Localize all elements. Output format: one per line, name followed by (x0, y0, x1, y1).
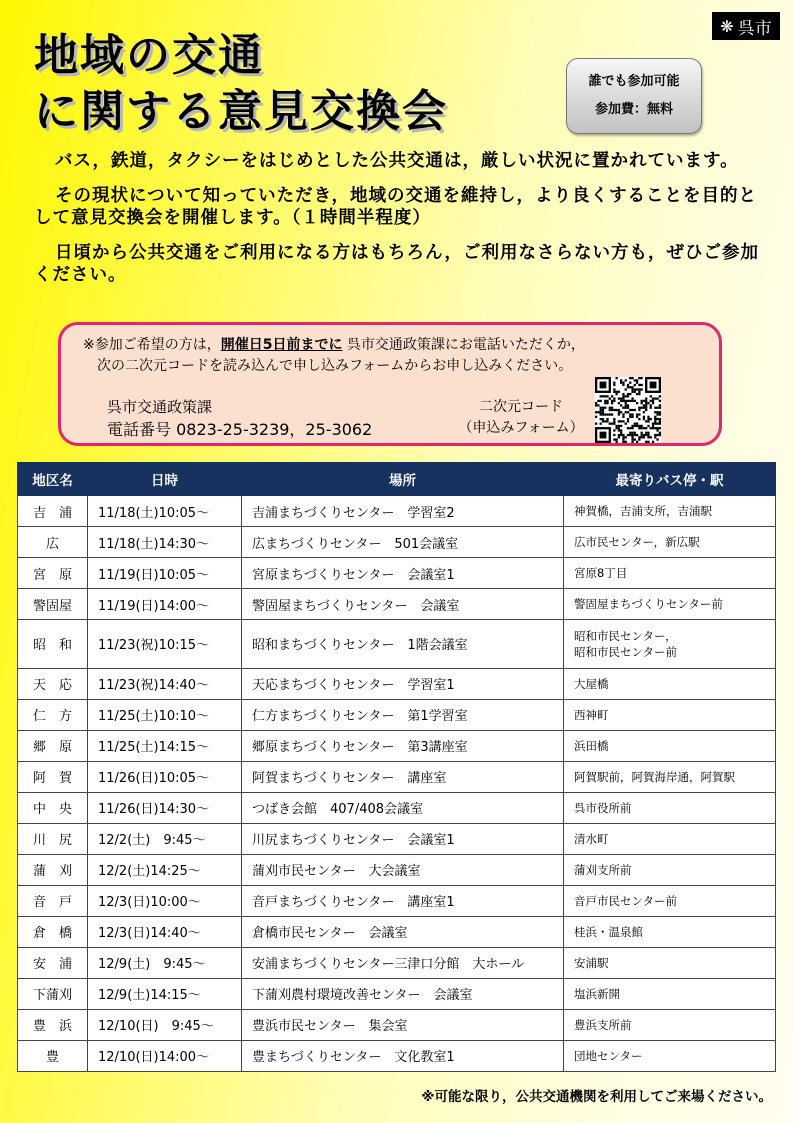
datetime-cell (88, 792, 242, 823)
datetime-cell-text: 12/3(日)10:00～ (98, 895, 201, 911)
datetime-cell (88, 730, 242, 761)
table-header-row (18, 463, 776, 496)
table-row (18, 496, 776, 527)
datetime-cell (88, 947, 242, 978)
place-cell-text: 広まちづくりセンター 501会議室 (252, 536, 459, 552)
area-cell (18, 916, 88, 947)
city-name: 呉市 (737, 18, 772, 39)
table-row (18, 947, 776, 978)
place-cell-text: 郷原まちづくりセンター 第3講座室 (252, 740, 468, 756)
datetime-cell (88, 1009, 242, 1040)
place-cell (242, 527, 564, 558)
place-cell-text: 警固屋まちづくりセンター 会議室 (252, 598, 460, 614)
place-cell (242, 496, 564, 527)
area-cell-text: 吉 浦 (32, 505, 72, 521)
nearest-stop-cell-text: 宮原8丁目 (574, 566, 628, 580)
table-row (18, 1040, 776, 1071)
table-row (18, 589, 776, 620)
column-header-area: 地区名 (18, 463, 88, 496)
notice-line-1 (83, 334, 585, 354)
area-cell-text: 阿 賀 (32, 771, 72, 787)
datetime-cell (88, 916, 242, 947)
place-cell-text: 仁方まちづくりセンター 第1学習室 (252, 709, 468, 725)
nearest-stop-cell (564, 978, 776, 1009)
place-cell (242, 1009, 564, 1040)
column-header-datetime: 日時 (88, 463, 242, 496)
table-row (18, 823, 776, 854)
nearest-stop-cell (564, 496, 776, 527)
column-header-nearest-stop: 最寄りバス停・駅 (564, 463, 776, 496)
nearest-stop-cell-text: 音戸市民センター前 (574, 893, 678, 908)
nearest-stop-cell (564, 527, 776, 558)
nearest-stop-cell-text: 昭和市民センター前 (574, 644, 678, 659)
nearest-stop-cell (564, 1040, 776, 1071)
place-cell (242, 730, 564, 761)
nearest-stop-cell (564, 558, 776, 589)
badge-open-to-all: 誰でも参加可能 (588, 74, 680, 89)
notice-line-2: 次の二次元コードを読み込んで申し込みフォームからお申し込みください。 (97, 358, 573, 374)
area-cell (18, 730, 88, 761)
table-row (18, 978, 776, 1009)
intro-text (34, 150, 764, 299)
nearest-stop-cell-text: 清水町 (574, 831, 609, 846)
table-row (18, 730, 776, 761)
datetime-cell-text: 12/9(土)14:15～ (98, 988, 201, 1004)
nearest-stop-cell-text: 西神町 (574, 707, 609, 722)
nearest-stop-cell (564, 885, 776, 916)
place-cell-text: つばき会館 407/408会議室 (252, 802, 424, 818)
area-cell-text: 天 応 (32, 678, 72, 694)
datetime-cell (88, 699, 242, 730)
qr-label (457, 397, 585, 439)
area-cell (18, 589, 88, 620)
notice-prefix: ※参加ご希望の方は， (83, 337, 221, 353)
datetime-cell (88, 761, 242, 792)
area-cell-text: 安 浦 (32, 957, 72, 973)
datetime-cell-text: 12/9(土) 9:45～ (98, 957, 206, 973)
contact-department: 呉市交通政策課 (107, 398, 213, 416)
datetime-cell-text: 12/2(土)14:25～ (98, 864, 201, 880)
area-cell (18, 699, 88, 730)
city-emblem-icon: ❋ (720, 16, 734, 36)
place-cell-text: 倉橋市民センター 会議室 (252, 926, 408, 942)
area-cell-text: 郷 原 (32, 740, 72, 756)
area-cell-text: 音 戸 (32, 895, 72, 911)
place-cell (242, 699, 564, 730)
qr-label-title: 二次元コード (479, 399, 563, 415)
area-cell (18, 854, 88, 885)
area-cell-text: 仁 方 (32, 709, 72, 725)
place-cell-text: 蒲刈市民センター 大会議室 (252, 864, 421, 880)
participation-badge (566, 58, 702, 134)
datetime-cell-text: 11/18(土)10:05～ (98, 505, 210, 521)
datetime-cell-text: 11/18(土)14:30～ (98, 536, 210, 552)
place-cell-text: 吉浦まちづくりセンター 学習室2 (252, 505, 455, 521)
place-cell (242, 589, 564, 620)
area-cell (18, 823, 88, 854)
page-title (34, 28, 448, 140)
datetime-cell (88, 668, 242, 699)
area-cell (18, 527, 88, 558)
intro-paragraph: 日頃から公共交通をご利用になる方はもちろん，ご利用なさらない方も，ぜひご参加ください。 (34, 243, 760, 285)
place-cell-text: 川尻まちづくりセンター 会議室1 (252, 833, 455, 849)
table-row (18, 761, 776, 792)
area-cell-text: 警固屋 (32, 598, 72, 614)
area-cell (18, 1009, 88, 1040)
datetime-cell (88, 589, 242, 620)
nearest-stop-cell-text: 呉市役所前 (574, 800, 632, 815)
place-cell-text: 下蒲刈農村環境改善センター 会議室 (252, 988, 473, 1004)
area-cell (18, 620, 88, 669)
place-cell-text: 宮原まちづくりセンター 会議室1 (252, 567, 455, 583)
nearest-stop-cell (564, 916, 776, 947)
nearest-stop-cell-text: 蒲刈支所前 (574, 862, 632, 877)
place-cell (242, 761, 564, 792)
area-cell (18, 668, 88, 699)
table-row (18, 854, 776, 885)
nearest-stop-cell (564, 620, 776, 669)
area-cell-text: 倉 橋 (32, 926, 72, 942)
schedule-table (17, 462, 776, 1072)
datetime-cell-text: 11/19(日)14:00～ (98, 598, 210, 614)
nearest-stop-cell-text: 浜田橋 (574, 738, 609, 753)
place-cell (242, 558, 564, 589)
area-cell (18, 1040, 88, 1071)
nearest-stop-cell-text: 安浦駅 (574, 955, 609, 970)
place-cell (242, 978, 564, 1009)
area-cell-text: 豊 浜 (32, 1019, 72, 1035)
place-cell (242, 823, 564, 854)
notice-suffix: 呉市交通政策課にお電話いただくか， (346, 337, 585, 353)
badge-fee: 参加費：無料 (594, 102, 673, 117)
nearest-stop-cell-text: 広市民センター，新広駅 (574, 535, 700, 549)
datetime-cell (88, 496, 242, 527)
datetime-cell (88, 1040, 242, 1071)
place-cell (242, 854, 564, 885)
area-cell-text: 宮 原 (32, 567, 72, 583)
nearest-stop-cell (564, 1009, 776, 1040)
datetime-cell (88, 854, 242, 885)
nearest-stop-cell-text: 豊浜支所前 (574, 1017, 632, 1032)
nearest-stop-cell (564, 589, 776, 620)
area-cell (18, 947, 88, 978)
place-cell (242, 668, 564, 699)
nearest-stop-cell (564, 823, 776, 854)
intro-paragraph: その現状について知っていただき，地域の交通を維持し，より良くすることを目的として意見交換会を開催します。（１時間半程度） (34, 186, 757, 228)
area-cell-text: 広 (45, 536, 59, 552)
area-cell-text: 下蒲刈 (32, 988, 72, 1004)
place-cell-text: 昭和まちづくりセンター 1階会議室 (252, 638, 468, 654)
nearest-stop-cell-text: 阿賀駅前，阿賀海岸通，阿賀駅 (574, 769, 735, 784)
place-cell (242, 1040, 564, 1071)
place-cell (242, 947, 564, 978)
datetime-cell-text: 11/25(土)14:15～ (98, 740, 210, 756)
table-row (18, 620, 776, 669)
area-cell-text: 昭 和 (32, 638, 72, 654)
datetime-cell (88, 885, 242, 916)
place-cell-text: 安浦まちづくりセンター三津口分館 大ホール (252, 957, 525, 973)
datetime-cell-text: 11/23(祝)10:15～ (98, 638, 210, 654)
nearest-stop-cell (564, 854, 776, 885)
contact-phone[interactable]: 電話番号 0823-25-3239，25-3062 (107, 420, 373, 439)
nearest-stop-cell-text: 桂浜・温泉館 (574, 924, 643, 939)
city-logo (712, 12, 780, 40)
datetime-cell-text: 11/23(祝)14:40～ (98, 678, 210, 694)
place-cell (242, 916, 564, 947)
intro-paragraph: バス，鉄道，タクシーをはじめとした公共交通は，厳しい状況に置かれています。 (55, 151, 739, 171)
nearest-stop-cell-text: 神賀橋，吉浦支所，吉浦駅 (574, 504, 712, 518)
place-cell (242, 885, 564, 916)
datetime-cell-text: 11/26(日)10:05～ (98, 771, 210, 787)
table-row (18, 668, 776, 699)
qr-code-icon[interactable] (595, 377, 661, 443)
area-cell (18, 792, 88, 823)
place-cell-text: 音戸まちづくりセンター 講座室1 (252, 895, 455, 911)
area-cell-text: 蒲 刈 (32, 864, 72, 880)
datetime-cell (88, 558, 242, 589)
place-cell (242, 620, 564, 669)
nearest-stop-cell (564, 699, 776, 730)
nearest-stop-cell-text: 昭和市民センター， (574, 628, 677, 643)
nearest-stop-cell (564, 792, 776, 823)
area-cell-text: 豊 (45, 1050, 59, 1066)
datetime-cell-text: 11/25(土)10:10～ (98, 709, 210, 725)
nearest-stop-cell-text: 大屋橋 (574, 676, 609, 691)
nearest-stop-cell-text: 塩浜新開 (574, 986, 620, 1001)
table-row (18, 558, 776, 589)
area-cell-text: 中 央 (32, 802, 72, 818)
datetime-cell-text: 12/10(日)14:00～ (98, 1050, 210, 1066)
nearest-stop-cell-text: 団地センター (574, 1048, 643, 1063)
nearest-stop-cell (564, 730, 776, 761)
place-cell-text: 阿賀まちづくりセンター 講座室 (252, 771, 447, 787)
nearest-stop-cell (564, 761, 776, 792)
title-line-2: に関する意見交換会 (34, 86, 448, 137)
area-cell (18, 978, 88, 1009)
notice-deadline: 開催日5日前までに (220, 337, 343, 353)
qr-label-subtitle: （申込みフォーム） (458, 420, 584, 436)
table-row (18, 699, 776, 730)
area-cell (18, 496, 88, 527)
datetime-cell (88, 823, 242, 854)
area-cell (18, 885, 88, 916)
datetime-cell-text: 11/19(日)10:05～ (98, 567, 210, 583)
nearest-stop-cell (564, 668, 776, 699)
datetime-cell-text: 11/26(日)14:30～ (98, 802, 210, 818)
area-cell (18, 558, 88, 589)
datetime-cell (88, 620, 242, 669)
application-notice (58, 322, 722, 446)
place-cell-text: 豊まちづくりセンター 文化教室1 (252, 1050, 455, 1066)
table-row (18, 885, 776, 916)
place-cell (242, 792, 564, 823)
table-row (18, 792, 776, 823)
datetime-cell-text: 12/3(日)14:40～ (98, 926, 201, 942)
nearest-stop-cell (564, 947, 776, 978)
table-row (18, 916, 776, 947)
datetime-cell-text: 12/10(日) 9:45～ (98, 1019, 214, 1035)
datetime-cell (88, 978, 242, 1009)
table-row (18, 527, 776, 558)
title-line-1: 地域の交通 (34, 30, 264, 81)
area-cell-text: 川 尻 (32, 833, 72, 849)
datetime-cell-text: 12/2(土) 9:45～ (98, 833, 206, 849)
place-cell-text: 天応まちづくりセンター 学習室1 (252, 678, 455, 694)
table-row (18, 1009, 776, 1040)
nearest-stop-cell-text: 警固屋まちづくりセンター前 (574, 597, 723, 611)
place-cell-text: 豊浜市民センター 集会室 (252, 1019, 408, 1035)
area-cell (18, 761, 88, 792)
datetime-cell (88, 527, 242, 558)
footer-note: ※可能な限り，公共交通機関を利用してご来場ください。 (421, 1089, 772, 1105)
column-header-place: 場所 (242, 463, 564, 496)
